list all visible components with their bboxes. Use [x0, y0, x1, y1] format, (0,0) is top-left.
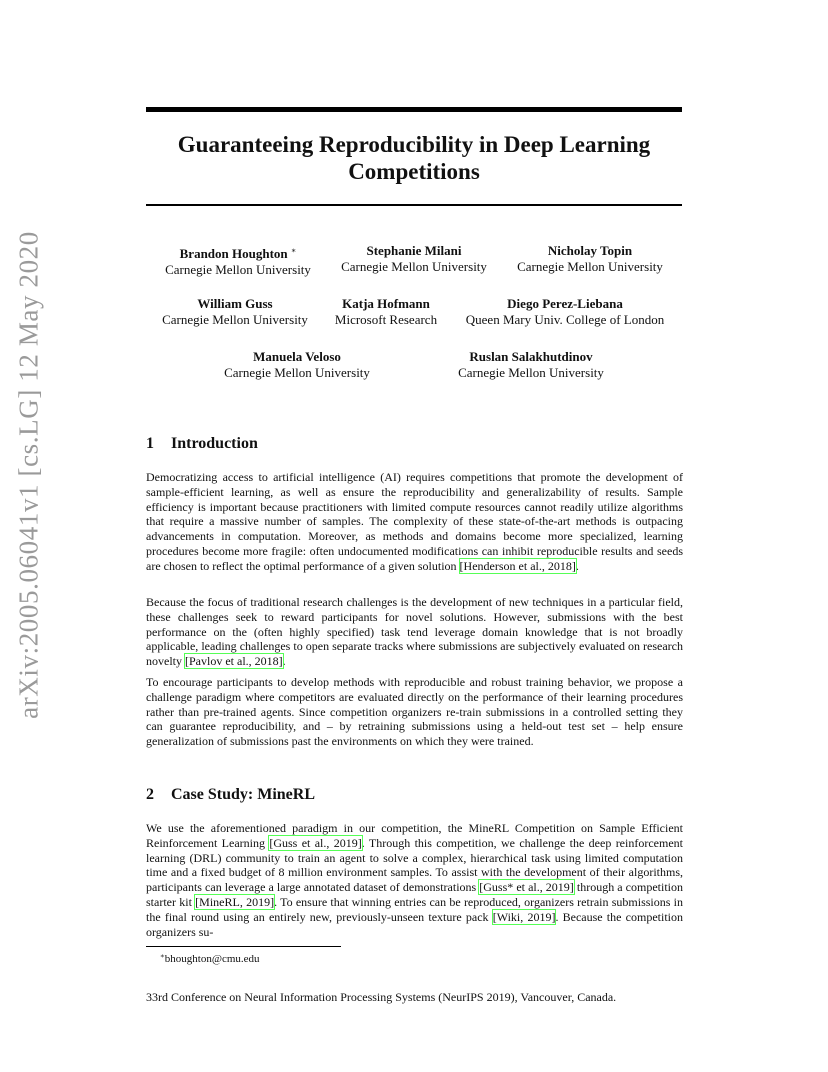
author-name: Manuela Veloso [253, 349, 341, 364]
section-title: Introduction [171, 435, 258, 452]
footnote-rule [146, 946, 341, 947]
author-footnote-mark: ∗ [290, 246, 297, 255]
author-block [330, 296, 442, 328]
paragraph: We use the aforementioned paradigm in our competition, the MineRL Competition on Sample Efficient Reinforcement Learning [Guss et al., 2019]. Through this competition, we challenge the deep reinforcement learning (DRL) community to train an agent to solve a complex, hierarchical task using limited computation time and a fixed budget of 8 million environment samples. To assist with the development of their algorithms, participants can leverage a large annotated dataset of demonstrations [Guss* et al., 2019] through a competition starter kit [MineRL, 2019]. To ensure that winning entries can be reproduced, organizers retrain submissions in the final round using an entirely new, previously-unseen texture pack [Wiki, 2019]. Because the competition organizers su- [146, 821, 683, 939]
paper-title: Guaranteeing Reproducibility in Deep Learning Competitions [177, 132, 651, 184]
author-block [335, 243, 493, 275]
footnote [160, 950, 260, 966]
author-block [160, 243, 316, 278]
citation-link[interactable]: [Guss* et al., 2019] [479, 880, 574, 895]
section-number: 2 [146, 786, 154, 803]
author-affiliation: Carnegie Mellon University [458, 365, 604, 380]
author-affiliation: Carnegie Mellon University [165, 262, 311, 277]
author-affiliation: Carnegie Mellon University [162, 312, 308, 327]
paragraph: To encourage participants to develop methods with reproducible and robust training behavior, we propose a challenge paradigm where competitors are evaluated directly on the performance of their learning procedures rather than pre-trained agents. Since competition organizers re-train submissions in a controlled setting they can guarantee reproducibility, and – by retraining submissions using a held-out test set – help ensure generalization of submissions past the environments on which they were trained. [146, 675, 683, 749]
author-affiliation: Microsoft Research [334, 312, 438, 327]
author-block [456, 296, 674, 328]
author-affiliation: Carnegie Mellon University [517, 259, 663, 274]
section-title: Case Study: MineRL [171, 786, 316, 803]
author-name: Ruslan Salakhutdinov [469, 349, 593, 364]
citation-link[interactable]: [MineRL, 2019] [195, 894, 275, 909]
paragraph: Because the focus of traditional research challenges is the development of new techniques in a particular field, these challenges seek to reward participants for novel solutions. However, submissions with the best performance on the (often highly specified) task tend leverage domain knowledge that is not broadly applicable, leading challenges to open separate tracks where submissions are subjectively evaluated on research novelty [Pavlov et al., 2018]. [146, 595, 683, 669]
section-heading-introduction [146, 435, 258, 453]
author-name: Nicholay Topin [547, 243, 633, 258]
conference-note: 33rd Conference on Neural Information Processing Systems (NeurIPS 2019), Vancouver, Canada. [146, 990, 617, 1004]
section-number: 1 [146, 435, 154, 452]
author-affiliation: Carnegie Mellon University [341, 259, 487, 274]
paragraph: Democratizing access to artificial intelligence (AI) requires competitions that promote the development of sample-efficient learning, as well as ensure the reproducibility and generalizability of results. Sample efficiency is important because practitioners with limited compute resources cannot readily utilize algorithms that require a massive number of samples. The complexity of these state-of-the-art methods is outpacing advancements in computation. Moreover, as methods and domains become more specialized, learning procedures become more fragile: often undocumented modifications can inhibit reproducible results and seeds are chosen to reflect the optimal performance of a given solution [Henderson et al., 2018]. [146, 470, 683, 573]
author-name: William Guss [197, 296, 273, 311]
author-name: Diego Perez-Liebana [507, 296, 623, 311]
citation-link[interactable]: [Guss et al., 2019] [269, 835, 362, 850]
title-top-rule [146, 107, 682, 112]
author-block [511, 243, 669, 275]
citation-link[interactable]: [Pavlov et al., 2018] [185, 654, 283, 669]
author-block [218, 349, 376, 381]
section-heading-case-study [146, 786, 315, 804]
author-name: Brandon Houghton [179, 246, 288, 261]
author-affiliation: Queen Mary Univ. College of London [465, 312, 665, 327]
author-name: Katja Hofmann [342, 296, 430, 311]
author-affiliation: Carnegie Mellon University [224, 365, 370, 380]
author-block [452, 349, 610, 381]
title-bottom-rule [146, 204, 682, 206]
citation-link[interactable]: [Henderson et al., 2018] [459, 558, 576, 573]
author-block [156, 296, 314, 328]
arxiv-id: arXiv:2005.06041v1 [cs.LG] 12 May 2020 [13, 231, 44, 719]
arxiv-stamp [6, 231, 52, 719]
citation-link[interactable]: [Wiki, 2019] [492, 909, 556, 924]
footnote-mark: ∗ [160, 952, 165, 960]
footnote-email: bhoughton@cmu.edu [164, 953, 260, 965]
author-name: Stephanie Milani [366, 243, 462, 258]
